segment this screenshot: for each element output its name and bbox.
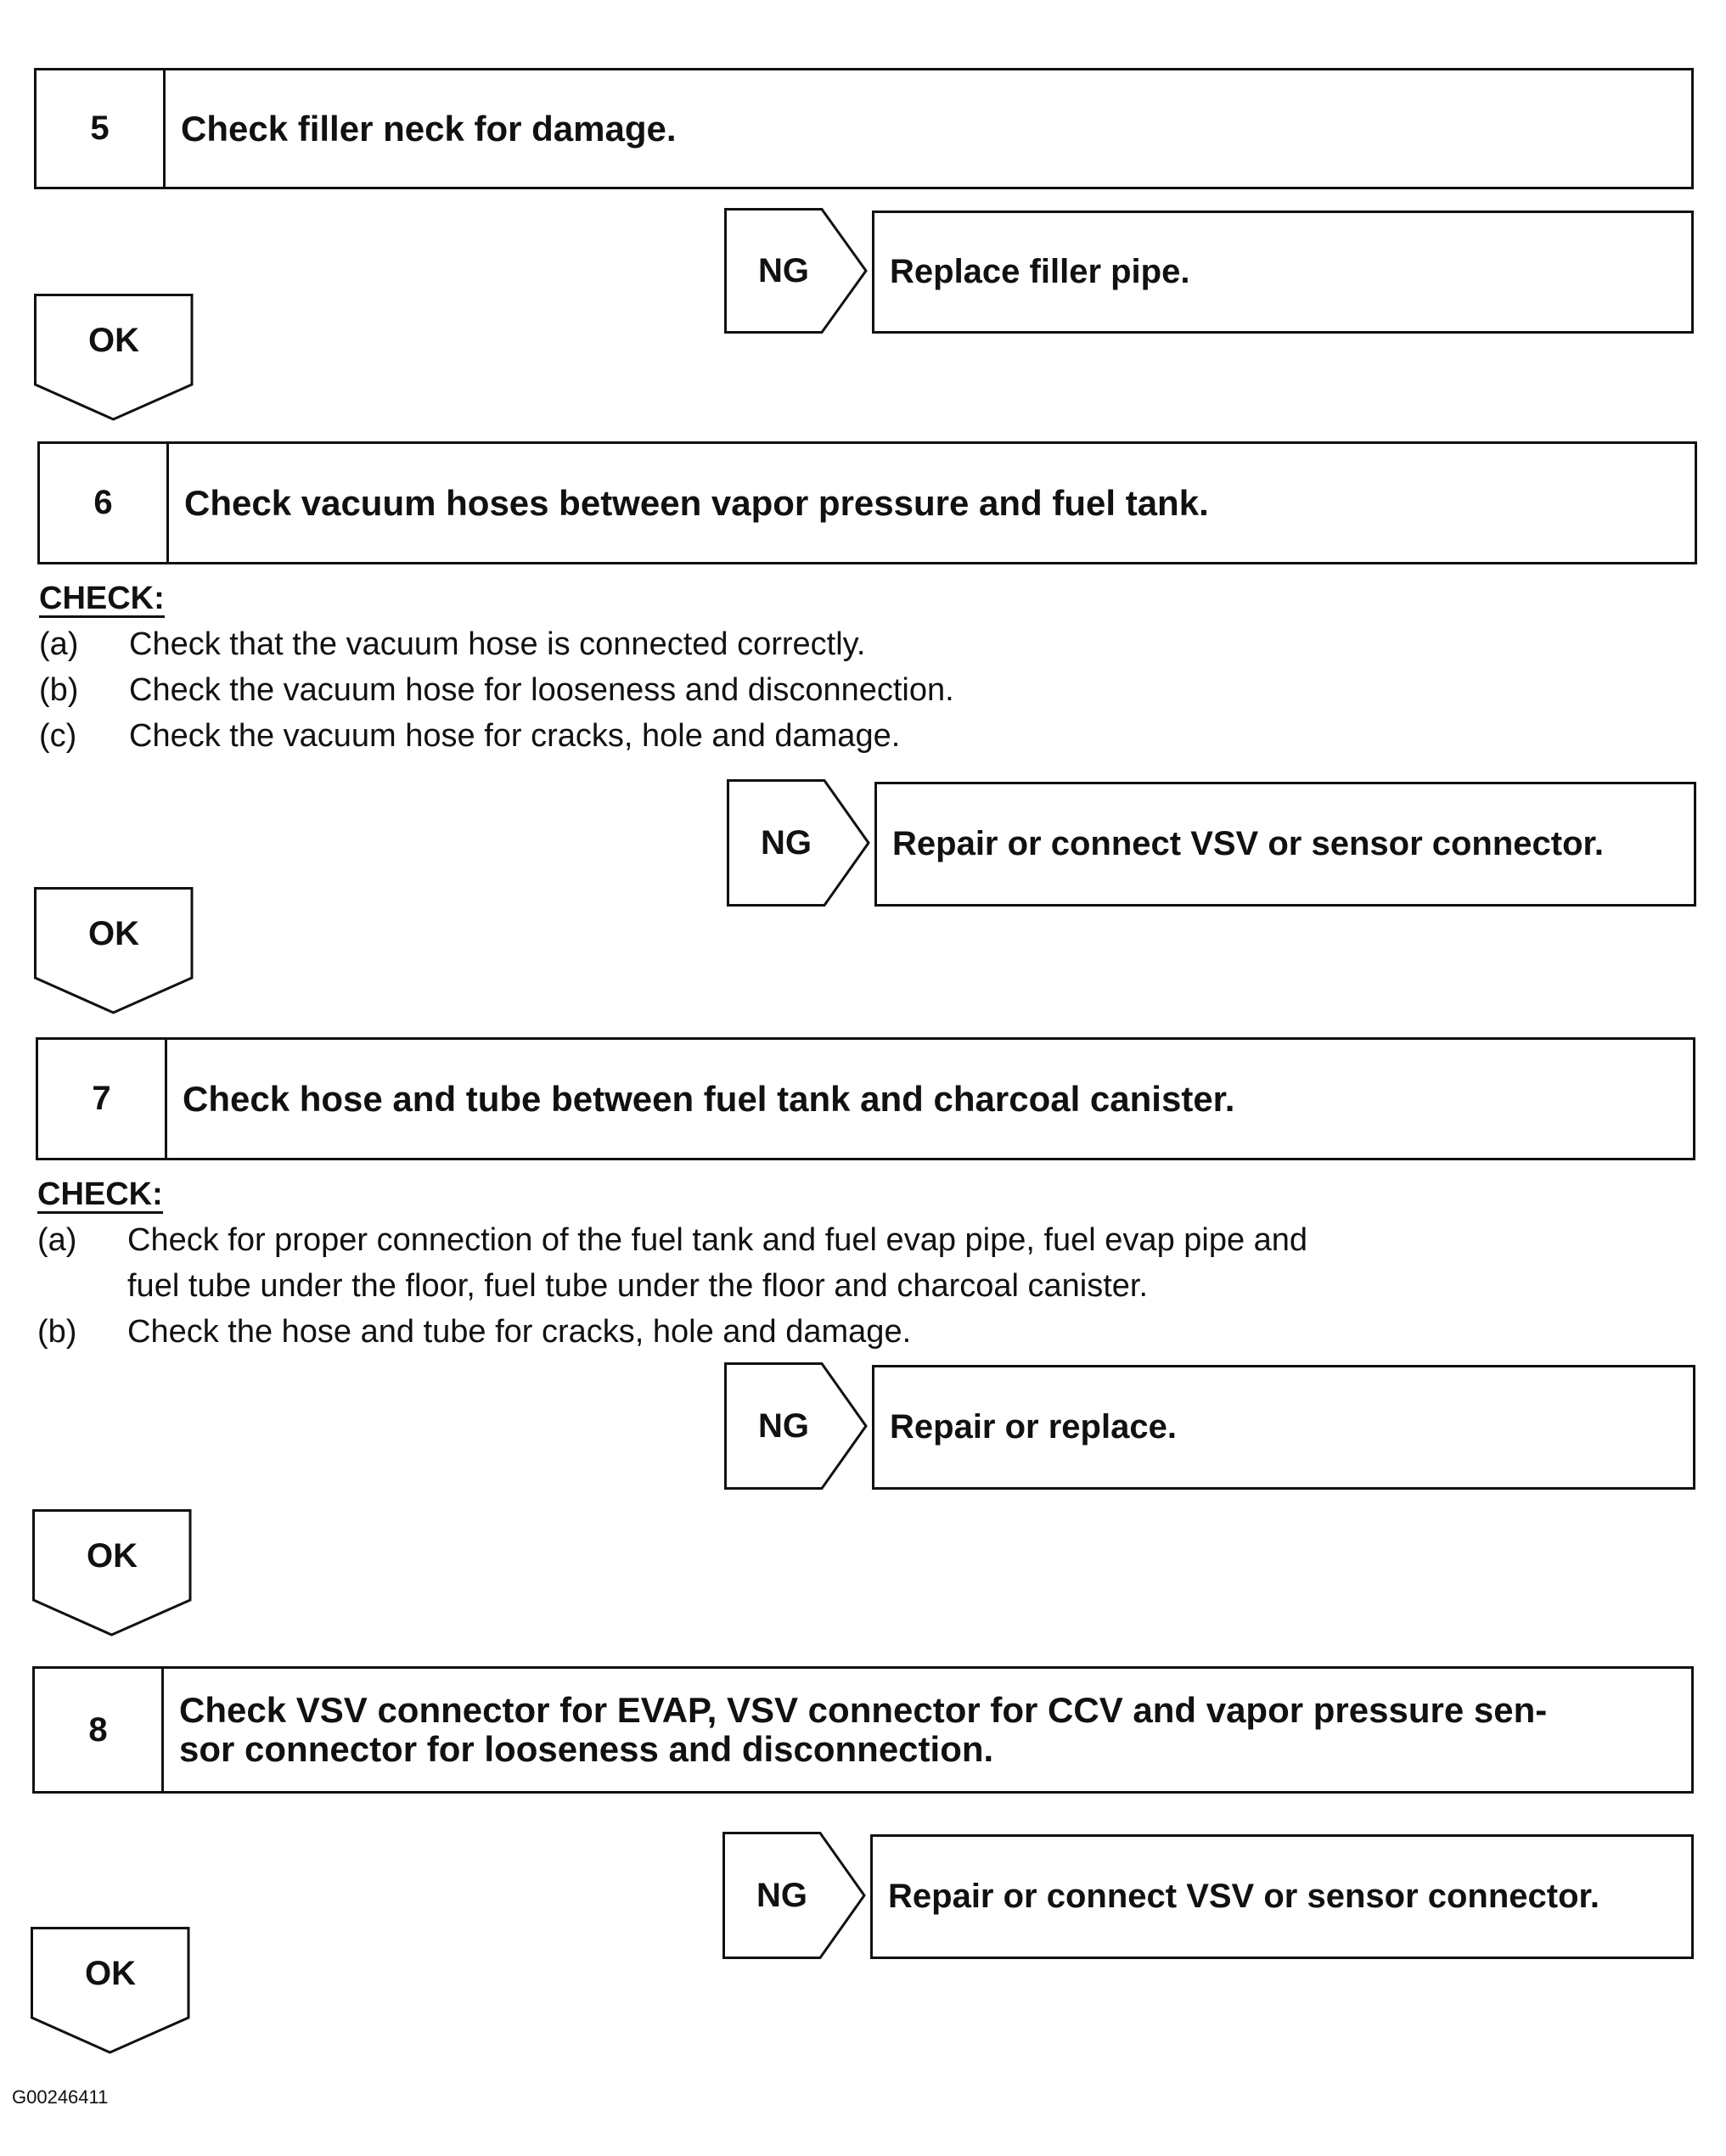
ng-label: NG bbox=[758, 1406, 809, 1445]
check-item-text: Check for proper connection of the fuel tank and fuel evap pipe, fuel evap pipe and bbox=[127, 1222, 1308, 1258]
figure-id: G00246411 bbox=[12, 2086, 109, 2108]
ok-label: OK bbox=[88, 321, 139, 359]
check-item-label: (a) bbox=[37, 1222, 77, 1258]
step-7-box bbox=[36, 1037, 1695, 1160]
check-heading: CHECK: bbox=[37, 1176, 163, 1212]
check-heading: CHECK: bbox=[39, 581, 165, 616]
check-item-label: (b) bbox=[39, 672, 79, 708]
step-title bbox=[179, 1669, 1674, 1791]
ng-label: NG bbox=[758, 251, 809, 289]
step-title: Check vacuum hoses between vapor pressure and fuel tank. bbox=[184, 482, 1209, 523]
step-title-line1: Check VSV connector for EVAP, VSV connector for CCV and vapor pressure sen- bbox=[179, 1690, 1548, 1730]
ng-label: NG bbox=[761, 823, 812, 862]
check-item-text-line2: fuel tube under the floor, fuel tube under the floor and charcoal canister. bbox=[127, 1268, 1149, 1304]
check-item-label: (c) bbox=[39, 718, 77, 754]
step-8-box bbox=[32, 1666, 1694, 1794]
check-item-text: Check that the vacuum hose is connected correctly. bbox=[129, 626, 866, 662]
ok-label: OK bbox=[85, 1954, 136, 1992]
step-number: 5 bbox=[37, 70, 166, 187]
step-title-line2: sor connector for looseness and disconnection. bbox=[179, 1729, 994, 1769]
ng-action-box: Repair or replace. bbox=[872, 1365, 1695, 1490]
step-number: 8 bbox=[35, 1669, 164, 1791]
ng-label: NG bbox=[756, 1876, 807, 1914]
check-item-text: Check the hose and tube for cracks, hole and damage. bbox=[127, 1314, 912, 1350]
check-item-label: (a) bbox=[39, 626, 79, 662]
check-item-text: Check the vacuum hose for cracks, hole and damage. bbox=[129, 718, 901, 754]
step-title: Check filler neck for damage. bbox=[181, 108, 677, 149]
check-item-text: Check the vacuum hose for looseness and disconnection. bbox=[129, 672, 954, 708]
ok-label: OK bbox=[88, 914, 139, 952]
ng-action-box: Repair or connect VSV or sensor connector. bbox=[870, 1834, 1694, 1959]
ng-action-box: Repair or connect VSV or sensor connector. bbox=[874, 782, 1696, 907]
step-title: Check hose and tube between fuel tank and charcoal canister. bbox=[183, 1078, 1235, 1119]
ok-label: OK bbox=[87, 1536, 138, 1575]
ng-action-box: Replace filler pipe. bbox=[872, 211, 1694, 334]
check-item-label: (b) bbox=[37, 1314, 77, 1350]
step-number: 6 bbox=[40, 444, 169, 562]
step-6-box bbox=[37, 441, 1697, 564]
step-number: 7 bbox=[38, 1040, 167, 1158]
step-5-box bbox=[34, 68, 1694, 189]
